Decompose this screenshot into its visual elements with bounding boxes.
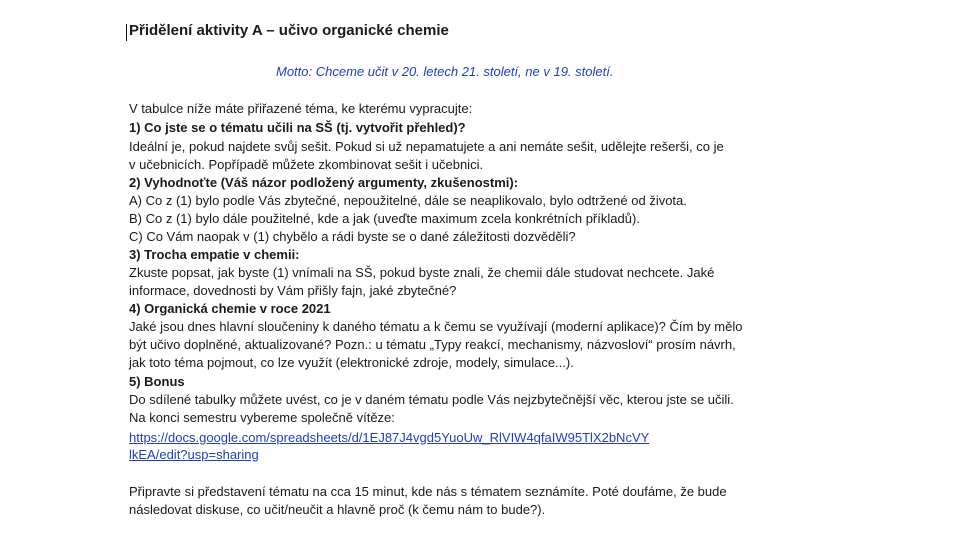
intro-text: V tabulce níže máte přiřazené téma, ke kterému vypracujte: — [129, 101, 473, 116]
section-3-line-1: Zkuste popsat, jak byste (1) vnímali na SŠ, pokud byste znali, že chemii dále studovat nechcete. Jaké — [129, 265, 715, 280]
section-4-heading: 4) Organická chemie v roce 2021 — [129, 301, 331, 316]
text-cursor — [126, 24, 127, 41]
spreadsheet-link-line-2[interactable]: lkEA/edit?usp=sharing — [129, 447, 259, 462]
section-4-line-2: být učivo doplněné, aktualizované? Pozn.: u tématu „Typy reakcí, mechanismy, názvosloví“ prosím návrh, — [129, 337, 736, 352]
section-4-line-1: Jaké jsou dnes hlavní sloučeniny k daného tématu a k čemu se využívají (moderní aplikace)? Čím by mělo — [129, 319, 743, 334]
section-3-line-2: informace, dovednosti by Vám přišly fajn, jaké zbytečné? — [129, 283, 457, 298]
section-1-line-1: Ideální je, pokud najdete svůj sešit. Pokud si už nepamatujete a ani nemáte sešit, udělejte rešerši, co je — [129, 139, 724, 154]
section-5-line-1: Do sdílené tabulky můžete uvést, co je v daném tématu podle Vás nejzbytečnější věc, kterou jste se učili. — [129, 392, 734, 407]
spreadsheet-link-line-1[interactable]: https://docs.google.com/spreadsheets/d/1EJ87J4vgd5YuoUw_RlVIW4qfaIW95TlX2bNcVY — [129, 430, 650, 445]
section-2-heading: 2) Vyhodnoťte (Váš názor podložený argumenty, zkušenostmi): — [129, 175, 519, 190]
page-title: Přidělení aktivity A – učivo organické chemie — [129, 22, 449, 39]
section-5-heading: 5) Bonus — [129, 374, 185, 389]
closing-line-2: následovat diskuse, co učit/neučit a hlavně proč (k čemu nám to bude?). — [129, 502, 546, 517]
section-1-heading: 1) Co jste se o tématu učili na SŠ (tj. vytvořit přehled)? — [129, 120, 466, 135]
section-2-line-b: B) Co z (1) bylo dále použitelné, kde a jak (uveďte maximum zcela konkrétních příkladů). — [129, 211, 640, 226]
section-1-line-2: v učebnicích. Popřípadě můžete zkombinovat sešit i učebnici. — [129, 157, 484, 172]
section-5-line-2: Na konci semestru vybereme společně vítěze: — [129, 410, 395, 425]
section-3-heading: 3) Trocha empatie v chemii: — [129, 247, 300, 262]
section-2-line-a: A) Co z (1) bylo podle Vás zbytečné, nepoužitelné, dále se neaplikovalo, bylo odtržené od života. — [129, 193, 687, 208]
section-4-line-3: jak toto téma pojmout, co lze využít (elektronické zdroje, modely, simulace...). — [129, 355, 574, 370]
section-2-line-c: C) Co Vám naopak v (1) chybělo a rádi byste se o dané záležitosti dozvěděli? — [129, 229, 576, 244]
closing-line-1: Připravte si představení tématu na cca 15 minut, kde nás s tématem seznámíte. Poté doufáme, že bude — [129, 484, 727, 499]
motto: Motto: Chceme učit v 20. letech 21. století, ne v 19. století. — [276, 64, 614, 79]
